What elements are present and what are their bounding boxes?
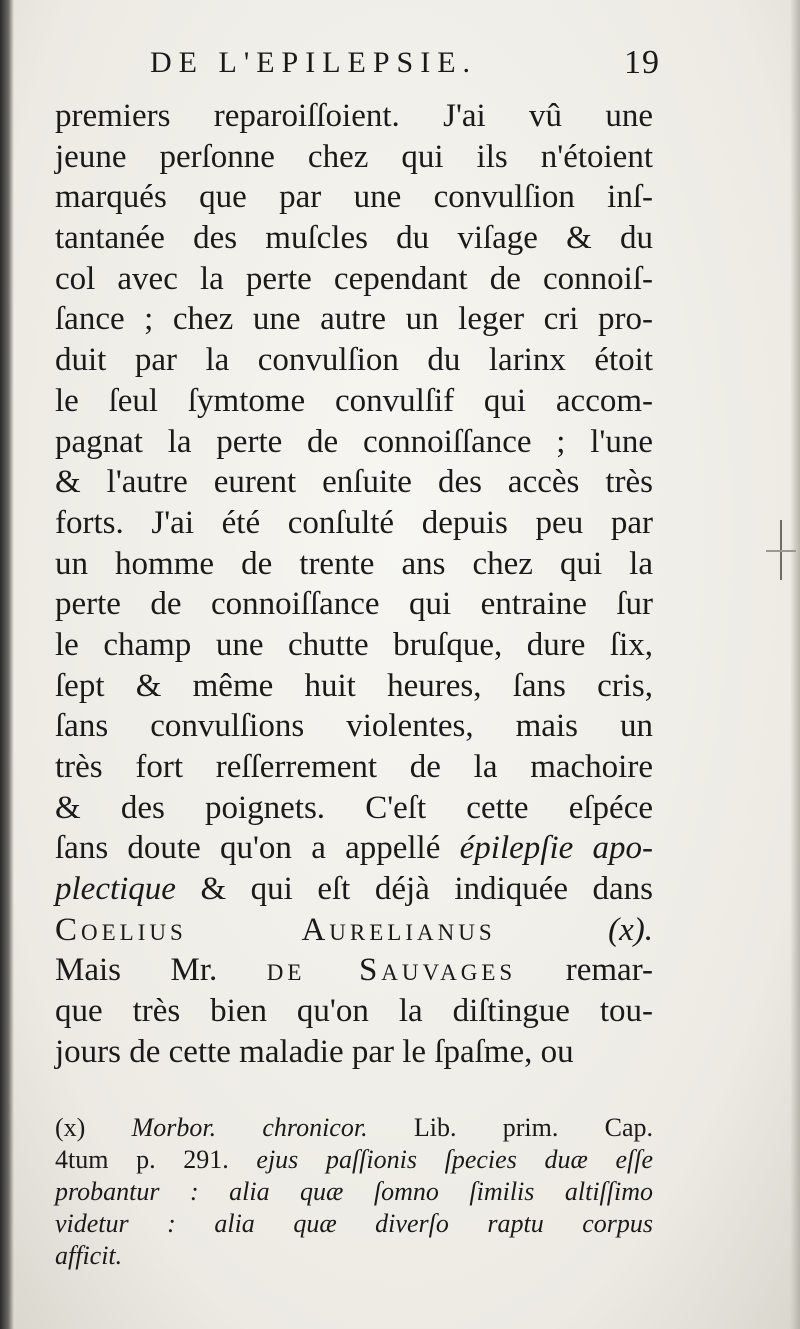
body-line: très fort reſſerrement de la machoire (55, 749, 653, 785)
footnote-quote: videtur : alia quæ diverſo raptu corpus (55, 1209, 653, 1238)
footnote (55, 1112, 653, 1272)
author-name: Coelius Aurelianus (55, 911, 496, 948)
line-text: remar- (516, 952, 654, 989)
running-head-title: DE L'EPILEPSIE. (150, 46, 478, 79)
italic-term: épilepſie apo- (459, 830, 654, 867)
footnote-line (55, 1112, 653, 1144)
author-name: de Sauvages (266, 952, 517, 989)
footnote-quote: ejus paſſionis ſpecies duæ eſſe (256, 1145, 653, 1174)
margin-mark-horizontal (766, 550, 796, 552)
body-line: forts. J'ai été conſulté depuis peu par (55, 504, 653, 541)
body-line: premiers reparoiſſoient. J'ai vû une (55, 98, 653, 134)
body-line: ſans convulſions violentes, mais un (55, 708, 653, 745)
body-line: & des poignets. C'eſt cette eſpéce (55, 789, 653, 826)
body-line: le ſeul ſymtome convulſif qui accom- (55, 382, 653, 419)
body-line: col avec la perte cependant de connoiſ- (55, 260, 653, 297)
footnote-text: Lib. prim. Cap. (413, 1113, 654, 1142)
italic-term: plectique (55, 871, 176, 908)
body-line: jours de cette maladie par le ſpaſme, ou (55, 1033, 574, 1070)
body-line-author (55, 950, 653, 991)
body-text (55, 96, 653, 1073)
body-line: marqués que par une convulſion inſ- (55, 179, 653, 216)
line-text: & qui eſt déjà indiquée dans (175, 871, 653, 908)
body-line: un homme de trente ans chez qui la (55, 545, 653, 582)
footnote-quote: probantur : alia quæ ſomno ſimilis altiſſimo (55, 1177, 653, 1206)
footnote-citation: Morbor. chronicor. (131, 1113, 368, 1142)
body-line-italic-term (55, 828, 653, 869)
footnote-text: 4tum p. 291. (55, 1145, 229, 1174)
body-line: perte de connoiſſance qui entraine ſur (55, 586, 653, 623)
body-line: duit par la convulſion du larinx étoit (55, 342, 653, 379)
body-line: jeune perſonne chez qui ils n'étoient (55, 138, 653, 175)
footnote-label: (x) (55, 1113, 86, 1142)
line-text: Mais Mr. (55, 952, 267, 989)
footnote-quote: afficit. (55, 1241, 123, 1270)
page-number: 19 (624, 44, 660, 81)
body-line-author (55, 910, 653, 951)
running-head (150, 38, 660, 88)
page-edge-right (790, 0, 800, 1329)
page-edge-left (0, 0, 14, 1329)
body-line: que très bien qu'on la diſtingue tou- (55, 993, 653, 1030)
body-line: pagnat la perte de connoiſſance ; l'une (55, 423, 653, 460)
footnote-reference: (x). (608, 911, 654, 948)
margin-cross-mark (766, 520, 796, 580)
body-line: tantanée des muſcles du viſage & du (55, 220, 653, 257)
body-line: ſance ; chez une autre un leger cri pro- (55, 301, 653, 338)
body-line: le champ une chutte bruſque, dure ſix, (55, 626, 653, 663)
body-line: ſept & même huit heures, ſans cris, (55, 667, 653, 704)
footnote-line (55, 1144, 653, 1176)
line-text: ſans doute qu'on a appellé (55, 830, 460, 867)
body-line-italic-term (55, 869, 653, 910)
body-line: & l'autre eurent enſuite des accès très (55, 464, 653, 501)
